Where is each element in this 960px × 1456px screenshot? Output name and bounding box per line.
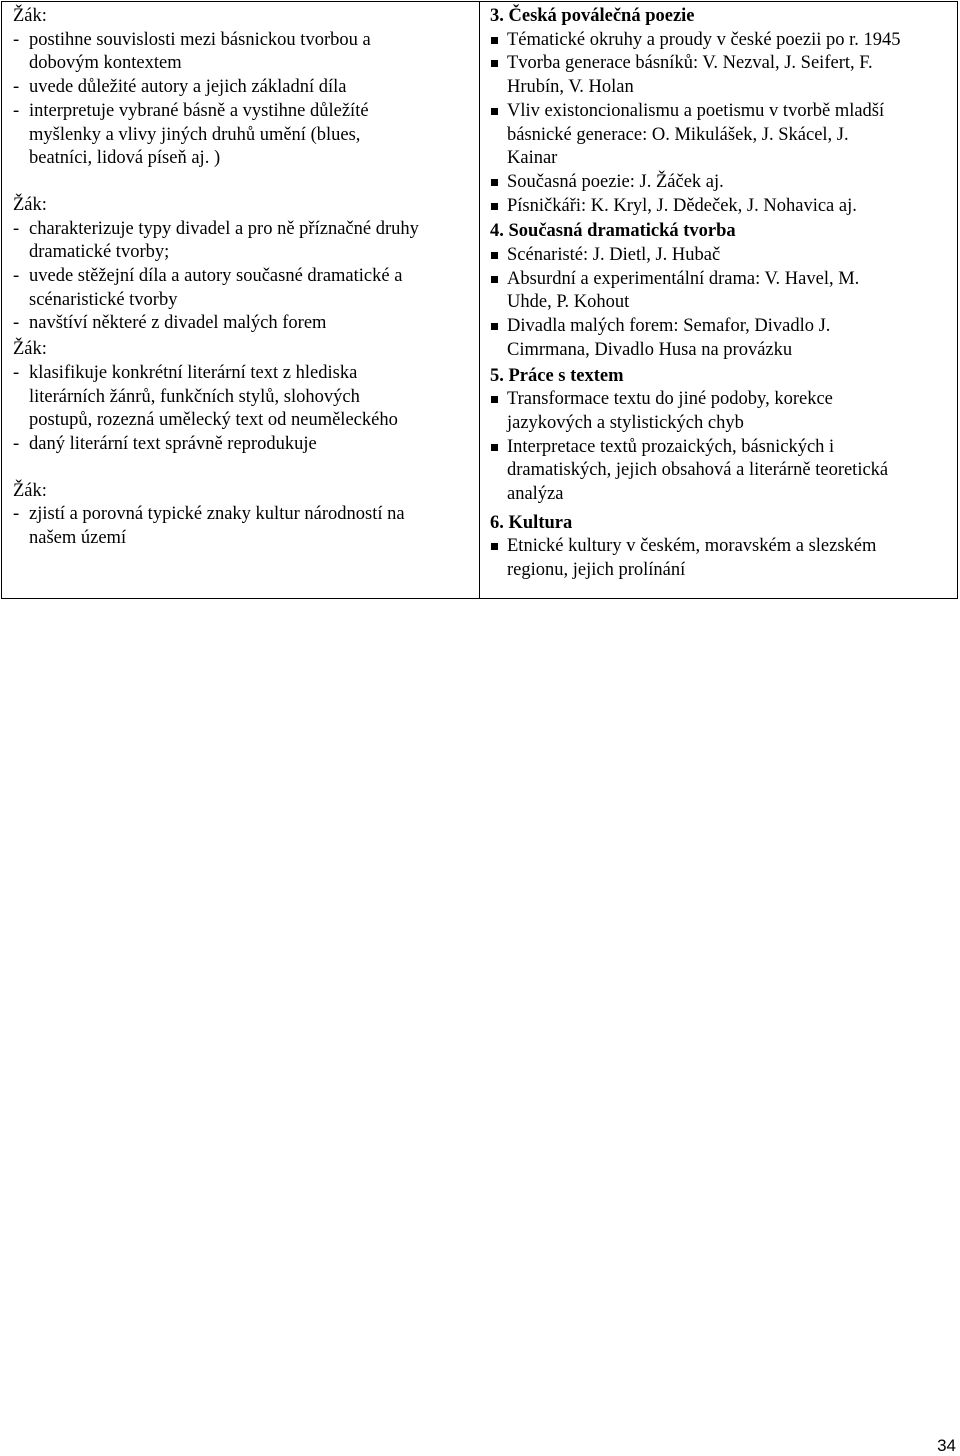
outcome-text — [29, 100, 473, 171]
outcome-text — [29, 362, 473, 433]
section-heading: 6. Kultura — [490, 512, 573, 533]
outcome-line: postupů, rozezná umělecký text od neuměleckého — [29, 410, 398, 431]
student-outcome-block — [13, 480, 473, 551]
bullet-item — [490, 244, 953, 268]
square-bullet-icon — [490, 29, 507, 53]
bullet-item — [490, 100, 953, 171]
bullet-item — [490, 535, 953, 582]
bullet-text — [507, 535, 953, 582]
outcome-line: dramatické tvorby; — [29, 242, 170, 263]
block-label: Žák: — [13, 339, 47, 360]
outcome-line: uvede stěžejní díla a autory současné dramatické a — [29, 266, 403, 287]
outcome-text — [29, 503, 473, 550]
bullet-line: Interpretace textů prozaických, básnických i — [507, 436, 835, 457]
bullet-item — [490, 268, 953, 315]
dash-marker: - — [13, 29, 20, 50]
outcome-line: navštíví některé z divadel malých forem — [29, 313, 327, 334]
square-bullet-icon — [490, 195, 507, 219]
bullet-text — [507, 268, 953, 315]
dash-marker: - — [13, 433, 20, 454]
bullet-item — [490, 195, 953, 219]
outcome-item — [13, 100, 473, 171]
bullet-line: Hrubín, V. Holan — [507, 77, 634, 98]
bullet-item — [490, 315, 953, 362]
content-section — [490, 5, 953, 218]
bullet-item — [490, 171, 953, 195]
bullet-text — [507, 171, 953, 195]
outcome-line: zjistí a porovná typické znaky kultur národností na — [29, 504, 405, 525]
square-bullet-icon — [490, 52, 507, 99]
block-spacer — [13, 171, 473, 194]
content-section — [490, 512, 953, 583]
bullet-item — [490, 52, 953, 99]
student-outcome-block — [13, 194, 473, 336]
outcome-line: beatníci, lidová píseň aj. ) — [29, 148, 221, 169]
square-bullet-icon — [490, 171, 507, 195]
square-bullet-icon — [490, 535, 507, 582]
outcome-item — [13, 76, 473, 100]
dash-marker: - — [13, 362, 20, 383]
bullet-text — [507, 388, 953, 435]
outcome-line: uvede důležité autory a jejich základní díla — [29, 77, 347, 98]
bullet-line: Cimrmana, Divadlo Husa na provázku — [507, 339, 793, 360]
dash-marker: - — [13, 266, 20, 287]
bullet-line: básnické generace: O. Mikulášek, J. Skácel, J. — [507, 124, 849, 145]
bullet-line: Tématické okruhy a proudy v české poezii po r. 1945 — [507, 29, 901, 50]
bullet-text — [507, 244, 953, 268]
square-bullet-icon — [490, 436, 507, 507]
dash-marker: - — [13, 313, 20, 334]
block-label: Žák: — [13, 6, 47, 26]
bullet-line: Vliv existoncionalismu a poetismu v tvorbě mladší — [507, 100, 885, 121]
bullet-line: Transformace textu do jiné podoby, korekce — [507, 389, 833, 410]
bullet-item — [490, 29, 953, 53]
outcome-line: interpretuje vybrané básně a vystihne důležíté — [29, 100, 369, 121]
bullet-line: Kainar — [507, 148, 558, 169]
bullet-text — [507, 29, 953, 53]
section-heading: 3. Česká poválečná poezie — [490, 6, 695, 26]
bullet-text — [507, 195, 953, 219]
square-bullet-icon — [490, 388, 507, 435]
outcome-line: našem území — [29, 528, 127, 549]
student-outcome-block — [13, 5, 473, 171]
outcome-line: scénaristické tvorby — [29, 289, 178, 310]
square-bullet-icon — [490, 100, 507, 171]
content-section — [490, 220, 953, 362]
outcome-text — [29, 76, 473, 100]
outcome-line: myšlenky a vlivy jiných druhů umění (blues, — [29, 124, 361, 145]
content-section — [490, 365, 953, 507]
bullet-text — [507, 52, 953, 99]
bullet-line: Divadla malých forem: Semafor, Divadlo J. — [507, 316, 831, 337]
square-bullet-icon — [490, 268, 507, 315]
bullet-text — [507, 100, 953, 171]
block-spacer — [13, 457, 473, 480]
section-heading: 4. Současná dramatická tvorba — [490, 221, 736, 242]
bullet-line: analýza — [507, 484, 564, 505]
bullet-item — [490, 436, 953, 507]
outcome-line: dobovým kontextem — [29, 53, 182, 74]
outcome-item — [13, 312, 473, 336]
bullet-line: jazykových a stylistických chyb — [507, 412, 744, 433]
outcome-item — [13, 265, 473, 312]
dash-marker: - — [13, 504, 20, 525]
square-bullet-icon — [490, 315, 507, 362]
outcome-line: daný literární text správně reprodukuje — [29, 433, 317, 454]
outcome-text — [29, 265, 473, 312]
bullet-line: Tvorba generace básníků: V. Nezval, J. Seifert, F. — [507, 53, 873, 74]
block-label: Žák: — [13, 480, 47, 501]
bullet-text — [507, 315, 953, 362]
outcome-line: charakterizuje typy divadel a pro ně příznačné druhy — [29, 218, 419, 239]
section-heading: 5. Práce s textem — [490, 365, 624, 386]
outcome-text — [29, 29, 473, 76]
block-label: Žák: — [13, 194, 47, 215]
bullet-line: Scénaristé: J. Dietl, J. Hubač — [507, 245, 721, 266]
outcome-text — [29, 312, 473, 336]
outcome-line: klasifikuje konkrétní literární text z hlediska — [29, 362, 358, 383]
bullet-text — [507, 436, 953, 507]
dash-marker: - — [13, 77, 20, 98]
outcome-item — [13, 433, 473, 457]
bullet-line: Etnické kultury v českém, moravském a slezském — [507, 536, 877, 557]
bullet-item — [490, 388, 953, 435]
student-outcome-block — [13, 338, 473, 457]
bullet-line: dramatiských, jejich obsahová a literárně teoretická — [507, 460, 889, 481]
bullet-line: Absurdní a experimentální drama: V. Havel, M. — [507, 268, 860, 289]
bullet-line: regionu, jejich prolínání — [507, 560, 686, 581]
bullet-line: Uhde, P. Kohout — [507, 292, 630, 313]
curriculum-content-column — [480, 2, 957, 598]
outcome-text — [29, 218, 473, 265]
bullet-line: Písničkáři: K. Kryl, J. Dědeček, J. Nohavica aj. — [507, 195, 857, 216]
page-number: 34 — [937, 1436, 956, 1455]
learning-outcomes-column — [2, 2, 480, 598]
outcome-line: postihne souvislosti mezi básnickou tvorbou a — [29, 29, 371, 50]
dash-marker: - — [13, 100, 20, 121]
outcome-line: literárních žánrů, funkčních stylů, slohových — [29, 386, 360, 407]
outcome-text — [29, 433, 473, 457]
bullet-line: Současná poezie: J. Žáček aj. — [507, 171, 724, 192]
square-bullet-icon — [490, 244, 507, 268]
curriculum-table — [1, 1, 958, 599]
outcome-item — [13, 362, 473, 433]
outcome-item — [13, 503, 473, 550]
outcome-item — [13, 29, 473, 76]
outcome-item — [13, 218, 473, 265]
dash-marker: - — [13, 218, 20, 239]
